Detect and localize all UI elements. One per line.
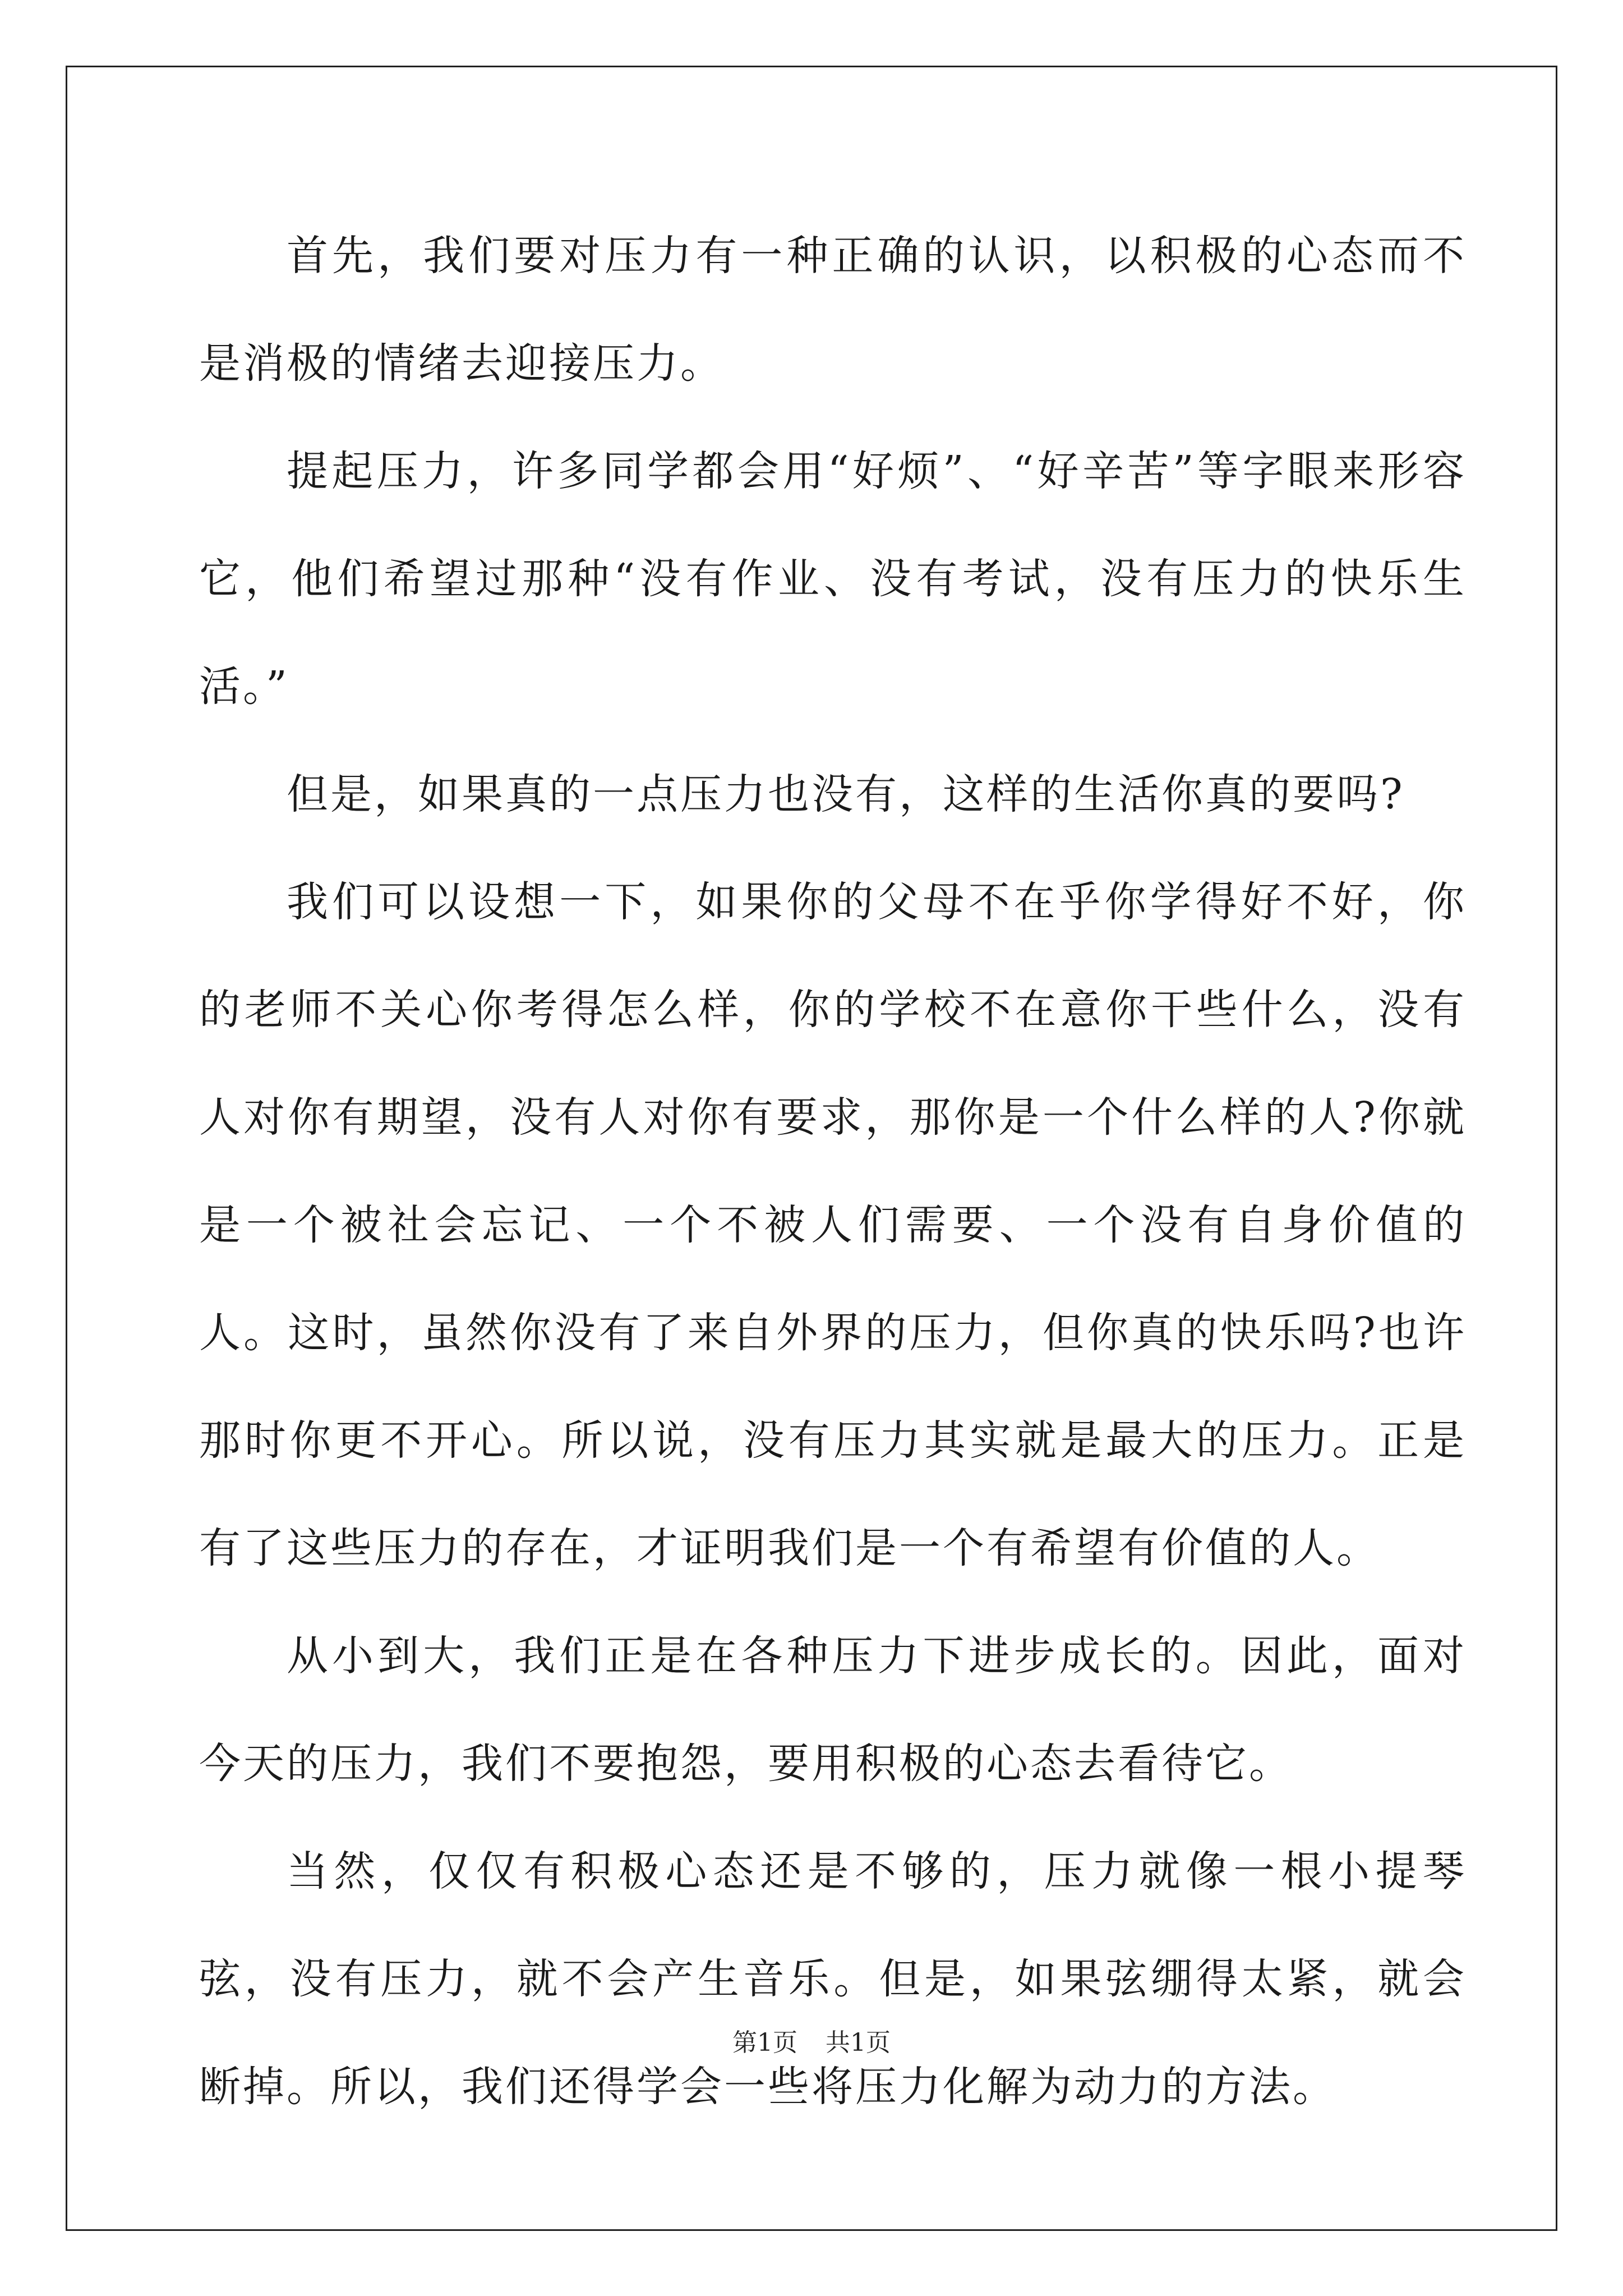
paragraph-5: 从小到大，我们正是在各种压力下进步成长的。因此，面对今天的压力，我们不要抱怨，要用积极的心态去看待它。 (199, 1632, 1467, 1788)
paragraph-1: 首先，我们要对压力有一种正确的认识，以积极的心态而不是消极的情绪去迎接压力。 (199, 232, 1467, 388)
paragraph-2: 提起压力，许多同学都会用“好烦”、“好辛苦”等字眼来形容它，他们希望过那种“没有作业、没有考试，没有压力的快乐生活。” (199, 447, 1467, 711)
page-number: 第1页 (732, 2028, 797, 2057)
paragraph-4: 我们可以设想一下，如果你的父母不在乎你学得好不好，你的老师不关心你考得怎么样，你的学校不在意你干些什么，没有人对你有期望，没有人对你有要求，那你是一个什么样的人?你就是一个被社会忘记、一个不被人们需要、一个没有自身价值的人。这时，虽然你没有了来自外界的压力，但你真的快乐吗?也许那时你更不开心。所以说，没有压力其实就是最大的压力。正是有了这些压力的存在，才证明我们是一个有希望有价值的人。 (199, 878, 1467, 1572)
paragraph-6: 当然，仅仅有积极心态还是不够的，压力就像一根小提琴弦，没有压力，就不会产生音乐。但是，如果弦绷得太紧，就会断掉。所以，我们还得学会一些将压力化解为动力的方法。 (199, 1847, 1467, 2111)
page-footer (0, 2026, 1623, 2060)
page-total: 共1页 (826, 2028, 891, 2057)
document-body (199, 202, 1467, 2141)
paragraph-3: 但是，如果真的一点压力也没有，这样的生活你真的要吗? (287, 770, 1405, 818)
